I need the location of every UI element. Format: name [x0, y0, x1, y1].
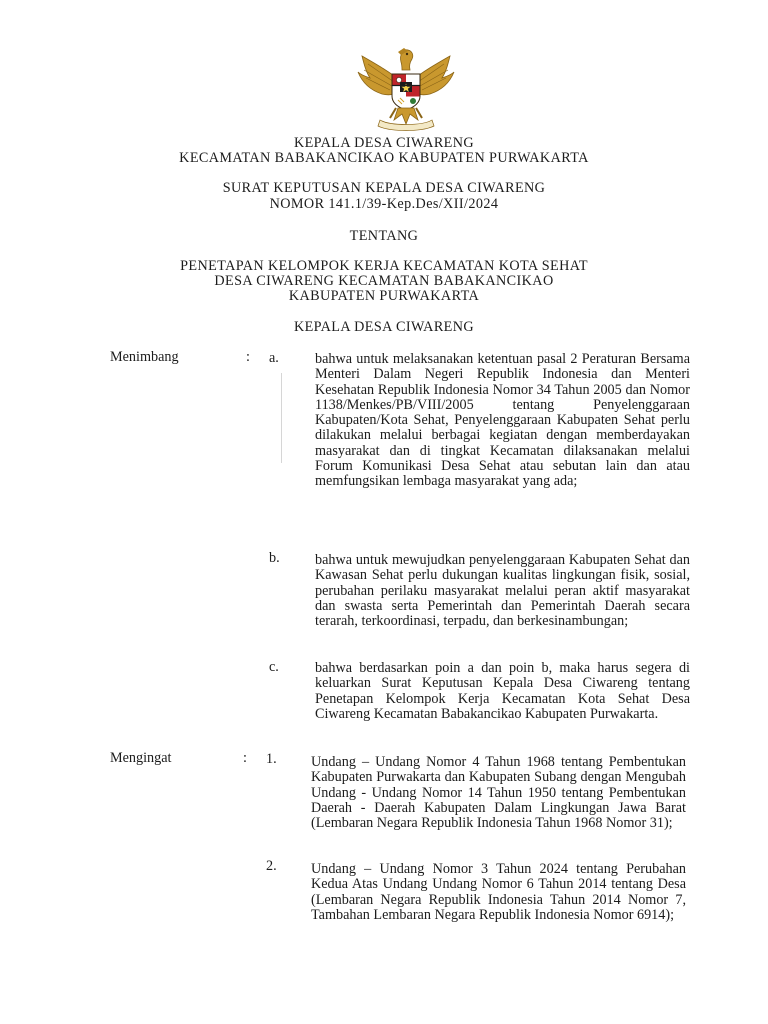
subject-line3: KABUPATEN PURWAKARTA: [288, 288, 480, 304]
decree-title: SURAT KEPUTUSAN KEPALA DESA CIWARENG: [222, 180, 546, 196]
subject-line1: PENETAPAN KELOMPOK KERJA KECAMATAN KOTA SEHAT: [180, 258, 588, 274]
menimbang-item-a: bahwa untuk melaksanakan ketentuan pasal 2 Peraturan Bersama Menteri Dalam Negeri Republik Indonesia dan Menteri Kesehatan Republik Indonesia Nomor 34 Tahun 2005 dan Nomor 1138/Menkes/PB/VIII/2005 tentang Penyelenggaraan Kabupaten/Kota Sehat, Penyelenggaraan Kabupaten Sehat perlu dilakukan melalui berbagai kegiatan dengan memberdayakan masyarakat dan di tingkat Kecamatan dilaksanakan melalui Forum Komunikasi Desa Sehat atau sebutan lain dan atau memfungsikan lembaga masyarakat yang ada;: [315, 351, 690, 489]
garuda-emblem-icon: [354, 42, 458, 132]
menimbang-marker-a: a.: [269, 350, 279, 366]
mengingat-item-1: Undang – Undang Nomor 4 Tahun 1968 tentang Pembentukan Kabupaten Purwakarta dan Kabupaten Subang dengan Mengubah Undang - Undang Nomor 14 Tahun 1950 tentang Pembentukan Daerah - Daerah Kabupaten Dalam Lingkungan Jawa Barat (Lembaran Negara Republik Indonesia Tahun 1968 Nomor 31);: [311, 754, 686, 831]
mengingat-label: Mengingat: [110, 750, 172, 766]
scan-margin-line: [281, 373, 282, 463]
menimbang-marker-c: c.: [269, 659, 279, 675]
menimbang-item-c: bahwa berdasarkan poin a dan poin b, maka harus segera di keluarkan Surat Keputusan Kepala Desa Ciwareng tentang Penetapan Kelompok Kerja Kecamatan Kota Sehat Desa Ciwareng Kecamatan Babakancikao Kabupaten Purwakarta.: [315, 660, 690, 722]
header-line2: KECAMATAN BABAKANCIKAO KABUPATEN PURWAKARTA: [179, 150, 589, 166]
decree-number: NOMOR 141.1/39-Kep.Des/XII/2024: [269, 196, 499, 212]
menimbang-colon: :: [246, 349, 250, 365]
mengingat-marker-2: 2.: [266, 858, 277, 874]
mengingat-item-2: Undang – Undang Nomor 3 Tahun 2024 tentang Perubahan Kedua Atas Undang Undang Nomor 6 Tahun 2014 tentang Desa (Lembaran Negara Republik Indonesia Tahun 2014 Nomor 7, Tambahan Lembaran Negara Republik Indonesia Nomor 6914);: [311, 861, 686, 923]
signatory-title: KEPALA DESA CIWARENG: [293, 319, 475, 335]
about-label: TENTANG: [349, 228, 419, 244]
menimbang-label: Menimbang: [110, 349, 179, 365]
menimbang-item-b: bahwa untuk mewujudkan penyelenggaraan Kabupaten Sehat dan Kawasan Sehat perlu dukungan kualitas lingkungan fisik, sosial, perubahan perilaku masyarakat melalui peran aktif masyarakat dan swasta serta Pemerintah dan Pemerintah Daerah secara terarah, terkoordinasi, terpadu, dan berkesinambungan;: [315, 552, 690, 629]
mengingat-colon: :: [243, 750, 247, 766]
mengingat-marker-1: 1.: [266, 751, 277, 767]
menimbang-marker-b: b.: [269, 550, 280, 566]
header-line1: KEPALA DESA CIWARENG: [293, 135, 475, 151]
subject-line2: DESA CIWARENG KECAMATAN BABAKANCIKAO: [214, 273, 554, 289]
